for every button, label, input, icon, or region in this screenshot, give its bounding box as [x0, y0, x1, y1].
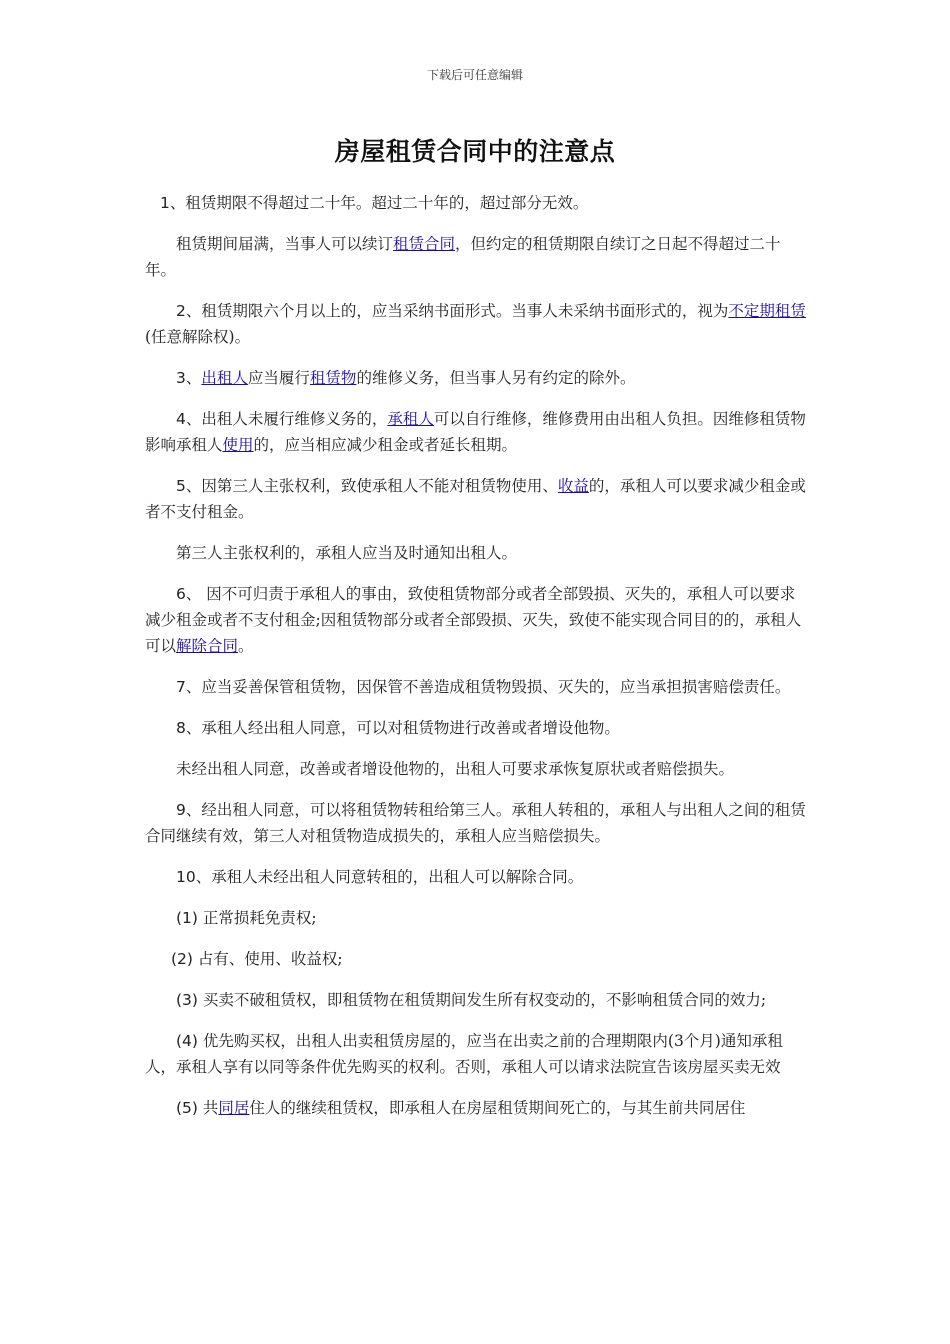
right-item-5: (5) 共同居住人的继续租赁权，即承租人在房屋租赁期间死亡的，与其生前共同居住 [176, 1099, 746, 1117]
link-lease-contract[interactable]: 租赁合同 [393, 235, 456, 253]
paragraph-2: 2、租赁期限六个月以上的，应当采纳书面形式。当事人未采纳书面形式的，视为不定期租赁(任意解除权)。 [145, 302, 806, 346]
paragraph-5-continued: 第三人主张权利的，承租人应当及时通知出租人。 [176, 544, 518, 562]
paragraph-1-continued: 租赁期间届满，当事人可以续订租赁合同，但约定的租赁期限自续订之日起不得超过二十年。 [145, 235, 781, 279]
right-item-4: (4) 优先购买权，出租人出卖租赁房屋的，应当在出卖之前的合理期限内(3个月)通知承租人，承租人享有以同等条件优先购买的权利。否则，承租人可以请求法院宣告该房屋买卖无效 [145, 1032, 783, 1076]
paragraph-7: 7、应当妥善保管租赁物，因保管不善造成租赁物毁损、灭失的，应当承担损害赔偿责任。 [176, 678, 791, 696]
link-use[interactable]: 使用 [222, 436, 254, 454]
paragraph-8-continued: 未经出租人同意，改善或者增设他物的，出租人可要求承恢复原状或者赔偿损失。 [176, 760, 735, 778]
document-body [145, 190, 807, 1136]
document-title: 房屋租赁合同中的注意点 [334, 137, 616, 166]
paragraph-4: 4、出租人未履行维修义务的，承租人可以自行维修，维修费用由出租人负担。因维修租赁物影响承租人使用的，应当相应减少租金或者延长租期。 [145, 410, 806, 454]
right-item-3: (3) 买卖不破租赁权，即租赁物在租赁期间发生所有权变动的，不影响租赁合同的效力; [176, 991, 767, 1009]
right-item-2: (2) 占有、使用、收益权; [171, 950, 343, 968]
link-cohabitation[interactable]: 同居 [218, 1099, 250, 1117]
page-header-note: 下载后可任意编辑 [426, 68, 523, 82]
paragraph-8: 8、承租人经出租人同意，可以对租赁物进行改善或者增设他物。 [176, 719, 620, 737]
link-lessor[interactable]: 出租人 [201, 369, 248, 387]
link-revenue[interactable]: 收益 [557, 477, 589, 495]
paragraph-9: 9、经出租人同意，可以将租赁物转租给第三人。承租人转租的，承租人与出租人之间的租赁合同继续有效，第三人对租赁物造成损失的，承租人应当赔偿损失。 [145, 801, 806, 845]
right-item-1: (1) 正常损耗免责权; [176, 909, 317, 927]
paragraph-10: 10、承租人未经出租人同意转租的，出租人可以解除合同。 [176, 868, 584, 886]
paragraph-3: 3、出租人应当履行租赁物的维修义务，但当事人另有约定的除外。 [176, 369, 636, 387]
link-lessee[interactable]: 承租人 [387, 410, 434, 428]
link-indefinite-lease[interactable]: 不定期租赁 [728, 302, 806, 320]
paragraph-5: 5、因第三人主张权利，致使承租人不能对租赁物使用、收益的，承租人可以要求减少租金或者不支付租金。 [145, 477, 806, 521]
link-leased-property[interactable]: 租赁物 [309, 369, 357, 387]
paragraph-6: 6、 因不可归责于承租人的事由，致使租赁物部分或者全部毁损、灭失的，承租人可以要求减少租金或者不支付租金;因租赁物部分或者全部毁损、灭失，致使不能实现合同目的的，承租人可以解除合同。 [145, 585, 802, 655]
paragraph-1: 1、租赁期限不得超过二十年。超过二十年的，超过部分无效。 [160, 194, 589, 212]
link-terminate-contract[interactable]: 解除合同 [176, 637, 239, 655]
